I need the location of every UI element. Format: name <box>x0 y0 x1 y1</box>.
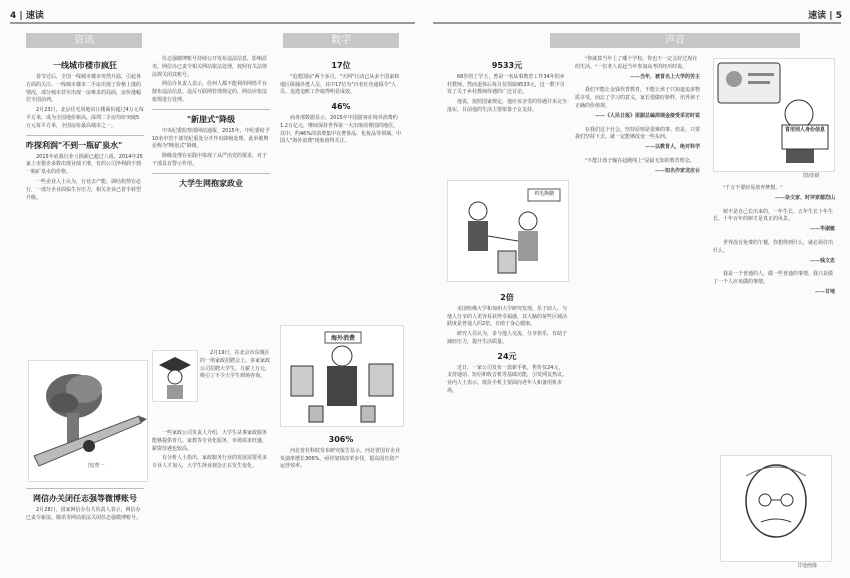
quote-text: 树不是自己长出来的，一年生长，五年生长十年生长，十年百年的树才是真正的风景。 <box>713 208 834 223</box>
para: 有分析人士指出，家政服务行业的发展需要更多专业人才加入，大学生择业观念正在发生变化。 <box>152 455 268 470</box>
column-2 <box>152 56 270 192</box>
stat-46: 46% <box>331 102 351 112</box>
illustration-portrait <box>720 455 832 562</box>
quote-source: ——知名作家龙应台 <box>654 167 700 174</box>
id-card-sign: 冒用别人身份信息 <box>784 127 825 133</box>
headline-3: 网信办关闭任志强等微博账号 <box>33 494 137 503</box>
illustration-trade <box>447 180 569 282</box>
quote-text: "你就算当年上了哪个学校，你也不一定会好过现在的生活。"一位老人说起当年参加高考的经历时说。 <box>575 56 698 70</box>
right-column-1-bottom <box>447 288 567 398</box>
right-column-1 <box>447 56 567 117</box>
caption-portrait: 甘地画像 <box>797 563 818 569</box>
quote-source: ——当年，被冒名上大学的苦主 <box>629 73 700 80</box>
para: 中央纪委监察部网站通报，2015年，中纪委给予10名中管干部党纪重处分并作出降级处理，此举被舆论称为"断崖式"降级。 <box>152 127 270 150</box>
stat-306: 306% <box>328 435 354 444</box>
para: 2015年底我行业亏损面已超过八成。2014年25家上市猪企多数出现业绩下滑，有的公司净利润不到一瓶矿泉水的价格。 <box>26 153 143 176</box>
quote-source: ——以教育人，绝对科学 <box>644 144 700 151</box>
quote-text: "千万不要轻易放弃梦想。" <box>723 185 783 191</box>
illustration-shopping <box>280 325 404 427</box>
para: 商务部数据显示，2015年中国游客在境外消费约1.2万亿元，继续保持世界第一大出境消费国的地位。其中，约46%的消费集中在奢侈品、化妆品等领域，中国人"海外消费"现象值得关注。 <box>280 114 402 145</box>
para: 美国哈佛大学和加州大学研究发现，乐于助人、与他人分享的人更容易获得幸福感，其大脑的某些区域活跃度是普通人的2倍，有助于身心健康。 <box>447 305 568 328</box>
illustration-graduate <box>152 350 198 402</box>
para: "追逃国际"两个多月，"天网"行动已从多个国家和地区缉捕外逃人员，其中17位为"百名红色通缉令"人员。追逃追赃工作取得明显成效。 <box>280 73 400 96</box>
id-card-icon <box>714 59 834 171</box>
para: 他说，按照国家规定，他应该享受的待遇并未完全落实。目前他的生活主要依靠子女支持。 <box>447 99 568 113</box>
shopping-label: 海外消费 <box>330 335 355 342</box>
para: 研究人员认为，多与他人交流、分享快乐，有助于减轻压力，提升生活质量。 <box>447 331 568 345</box>
para: 任志强微博账号持续公开发布违法信息，影响恶劣。网信办已责令相关网站依法处理，按照有关法律法规关闭其账号。 <box>152 56 268 78</box>
para: 网信办负责人表示，任何人都不能利用网络平台散布违法信息，违反互联网管理规定的，网站应依法依规进行处理。 <box>152 81 268 103</box>
caption-illustration-1: 图/曹一 <box>88 463 105 469</box>
stat-9533: 9533元 <box>491 61 523 70</box>
column-2-bottom <box>152 430 270 473</box>
caption-illustration-4: 图/徐猷 <box>803 173 820 179</box>
quote-text: 我们不能让金钱代替教育，不能让孩子只知道追求物质享受，而忘了学习的意义。家长要做好榜样，培养孩子正确的价值观。 <box>575 87 701 109</box>
trade-sign: 鸡毛换糖 <box>533 191 554 197</box>
para: 2月23日，北京住宅用地出让楼面价超过4万元每平方米，成为全国地价新高。深圳二手房均价突破5万元每平方米，全国房价最高城市之一。 <box>26 107 144 129</box>
top-rule <box>10 22 415 24</box>
quote-source: ——杂文家、时评家鄢烈山 <box>774 194 835 201</box>
headline-4: "新崖式"降级 <box>186 114 236 124</box>
graduate-icon <box>153 351 197 401</box>
headline-1: 一线城市楼市疯狂 <box>53 61 117 70</box>
quote-text: 世界没有免费的午餐，你想得到什么，就必须付出什么。 <box>713 239 834 254</box>
page-number-right: 速读 | 5 <box>808 11 842 21</box>
column-2-wrap <box>200 350 270 383</box>
para: 一些企业人士认为，行业去产能、调结构势在必行，一部分企业面临生存压力，相关企业已着手转型升级。 <box>26 178 142 201</box>
para: 春节过后，全国一线城市楼市突然升温，引起各方面的关注。一线城市楼市二手房出现了价格上涨的情况，部分城市甚至出现一房难求的局面，房价涨幅居全国前列。 <box>26 74 142 104</box>
column-1 <box>26 56 144 204</box>
quote-source: ——《人民日报》原副总编周瑞金接受采访时说 <box>594 112 700 119</box>
para: 降级处理在实践中体现了从严治党的要求，对于干部具有警示作用。 <box>152 153 268 167</box>
para: 2月28日，国家网信办有关负责人表示，网信办已责令新浪、腾讯等网站依法关闭任志强微博账号。 <box>26 507 142 521</box>
para: 一些家政公司负责人介绍，大学生从事家政服务能够提供育儿、家教等专业化服务，市场需求旺盛，薪资待遇也较高。 <box>152 430 268 452</box>
right-page <box>425 0 850 578</box>
stat-2x: 2倍 <box>500 293 514 302</box>
section-voices: 声音 <box>550 33 800 48</box>
quote-source: ——钱文忠 <box>809 257 835 264</box>
para: 近日，一家公司发布一款新手机，售价仅24元，支持通话、短信和收音机等基础功能，引发网友热议。业内人士表示，低价手机主要面向老年人和备用机市场。 <box>447 364 568 394</box>
portrait-icon <box>721 456 831 561</box>
stat-17: 17位 <box>331 61 351 70</box>
para: 68岁的丁学玉，曾是一名从事教育工作34年的乡村教师。然而退休后每月仅领取9533元，这一数字引发了关于乡村教师待遇的广泛讨论。 <box>447 73 565 96</box>
quote-text: 我是一个普通的人，做一些普通的事情。我只是做了一个人应该做的事情。 <box>713 271 834 286</box>
right-column-3 <box>713 185 835 303</box>
headline-2: 咋探利润"不到一瓶矿泉水" <box>26 140 123 150</box>
column-3-bottom <box>280 430 402 473</box>
column-1-bottom <box>26 484 144 525</box>
column-3 <box>280 56 402 148</box>
para: 河北省社科院发布研究报告显示，河北省国有企业负债率增长306%，亟待加快改革步伐，提高国有资产运营效率。 <box>280 447 401 470</box>
top-rule <box>433 22 841 24</box>
section-numbers: 数字 <box>283 33 399 48</box>
stat-24: 24元 <box>497 351 517 361</box>
headline-5: 大学生网抱家政业 <box>179 178 243 188</box>
quote-text: "不能让孩子输在起跑线上"是最无知的教育理念。 <box>585 157 695 164</box>
quote-source: ——甘地 <box>814 288 835 295</box>
quote-source: ——毕淑敏 <box>809 226 835 233</box>
page-number-left: 4 | 速读 <box>10 11 44 21</box>
illustration-id-card <box>713 58 835 172</box>
para: 2月19日，在北京市东城区的一场家政招聘会上，多家家政公司招聘大学生，月薪上万元，吸引了不少大学生到场咨询。 <box>200 350 271 380</box>
right-column-2 <box>575 56 700 182</box>
section-news: 资讯 <box>26 33 142 48</box>
quote-text: 在我们这个社会，坚持原则是很难的事。但是，只要我们坚持下去，就一定能够改变一些东西。 <box>575 126 701 141</box>
